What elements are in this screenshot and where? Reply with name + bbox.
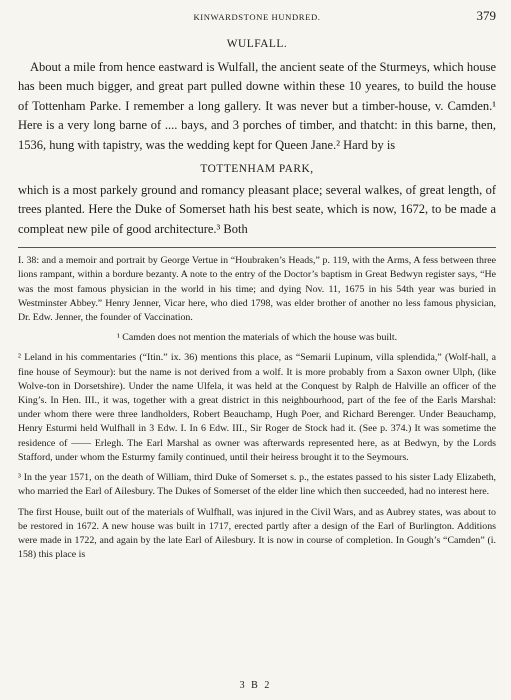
footnote-2: ² Leland in his commentaries (“Itin.” ix. 36) mentions this place, as “Semarii Lupinum, villa splendida,” (Wolf-hall, a fine house of Seymour): but the name is not derived from a wolf. It is more probably from a Saxon owner Ulph, (like Wolve-ton in Dorsetshire). Under the name Ulfela, it was held at the Conquest by Ralph de Halville an officer of the King’s. In Hen. III., it was, together with a great district in this neighbourhood, part of the fee of the Earls Marshal: under whom there were three landholders, Robert Beauchamp, Hugh Poer, and Richard Berenger. Under Beauchamp, Henry Esturmi held Wulfhall in 3 Edw. I. In 6 Edw. III., Sir Roger de Stock had it. (See p. 374.) It was sometime the residence of —— Erlegh. The Earl Marshal as owner was afterwards represented here, as at Bedwyn, by the Lords Stafford, under whom the Esturmy family continued, until their heiress brought it to the Seymours.	[18, 352, 496, 463]
footnote-1: ¹ Camden does not mention the materials of which the house was built.	[116, 332, 398, 344]
footnote-3: ³ In the year 1571, on the death of William, third Duke of Somerset s. p., the estates passed to his sister Lady Elizabeth, who married the Earl of Ailesbury. The Dukes of Somerset of the elder line which then succeeded, had no interest here.	[18, 472, 496, 498]
page-number: 379	[476, 8, 496, 23]
body-paragraph-wulfall-text: About a mile from hence eastward is Wulfall, the ancient seate of the Sturmeys, which house has been much bigger, and great part pulled downe within these 10 yeares, to build the house of Tottenham Parke. I remember a long gallery. It was never but a timber-house, v. Camden.¹ Here is a very long barne of .... bays, and 3 porches of timber, and thatcht: in this barne, then, 1536, hung with tapistry, was the wedding kept for Queen Jane.² Hard by is	[18, 60, 496, 152]
body-paragraph-tottenham-text: which is a most parkely ground and romancy pleasant place; several walkes, of great length, of trees planted. Here the Duke of Somerset hath his best seate, which is now, 1672, to be made a compleat new pile of good architecture.³ Both	[18, 183, 496, 236]
section-heading-wulfall: WULFALL.	[226, 38, 288, 50]
document-page	[18, 8, 496, 568]
signature-mark: 3 B 2	[239, 680, 272, 691]
running-head	[18, 8, 496, 28]
body-paragraph-wulfall	[18, 58, 496, 155]
running-title: KINWARDSTONE HUNDRED.	[193, 12, 321, 22]
body-paragraph-tottenham	[18, 181, 496, 239]
footnote-3-continued: The first House, built out of the materials of Wulfhall, was injured in the Civil Wars, and as Aubrey states, was about to be restored in 1672. A new house was built in 1717, erected partly after a design of the Earl of Burlington. Additions were made in 1722, and again by the late Earl of Ailesbury. It is now in course of completion. In Gough’s “Camden” (i. 158) this place is	[18, 506, 496, 561]
footnote-rule	[18, 247, 496, 248]
section-heading-tottenham: TOTTENHAM PARK,	[200, 163, 314, 176]
footnote-continued: I. 38: and a memoir and portrait by George Vertue in “Houbraken’s Heads,” p. 119, with the Arms, A fess between three lions rampant, within a bordure bezanty. A note to the entry of the Doctor’s baptism in Great Bedwyn register says, “He was the most famous physician in the world in his time; and dying Nov. 11, 1675 in his 54th year was buried in Westminster Abbey.” Henry Jenner, Vicar here, who died 1798, was elder brother of another no less famous physician, Dr. Edw. Jenner, the founder of Vaccination.	[18, 255, 496, 324]
